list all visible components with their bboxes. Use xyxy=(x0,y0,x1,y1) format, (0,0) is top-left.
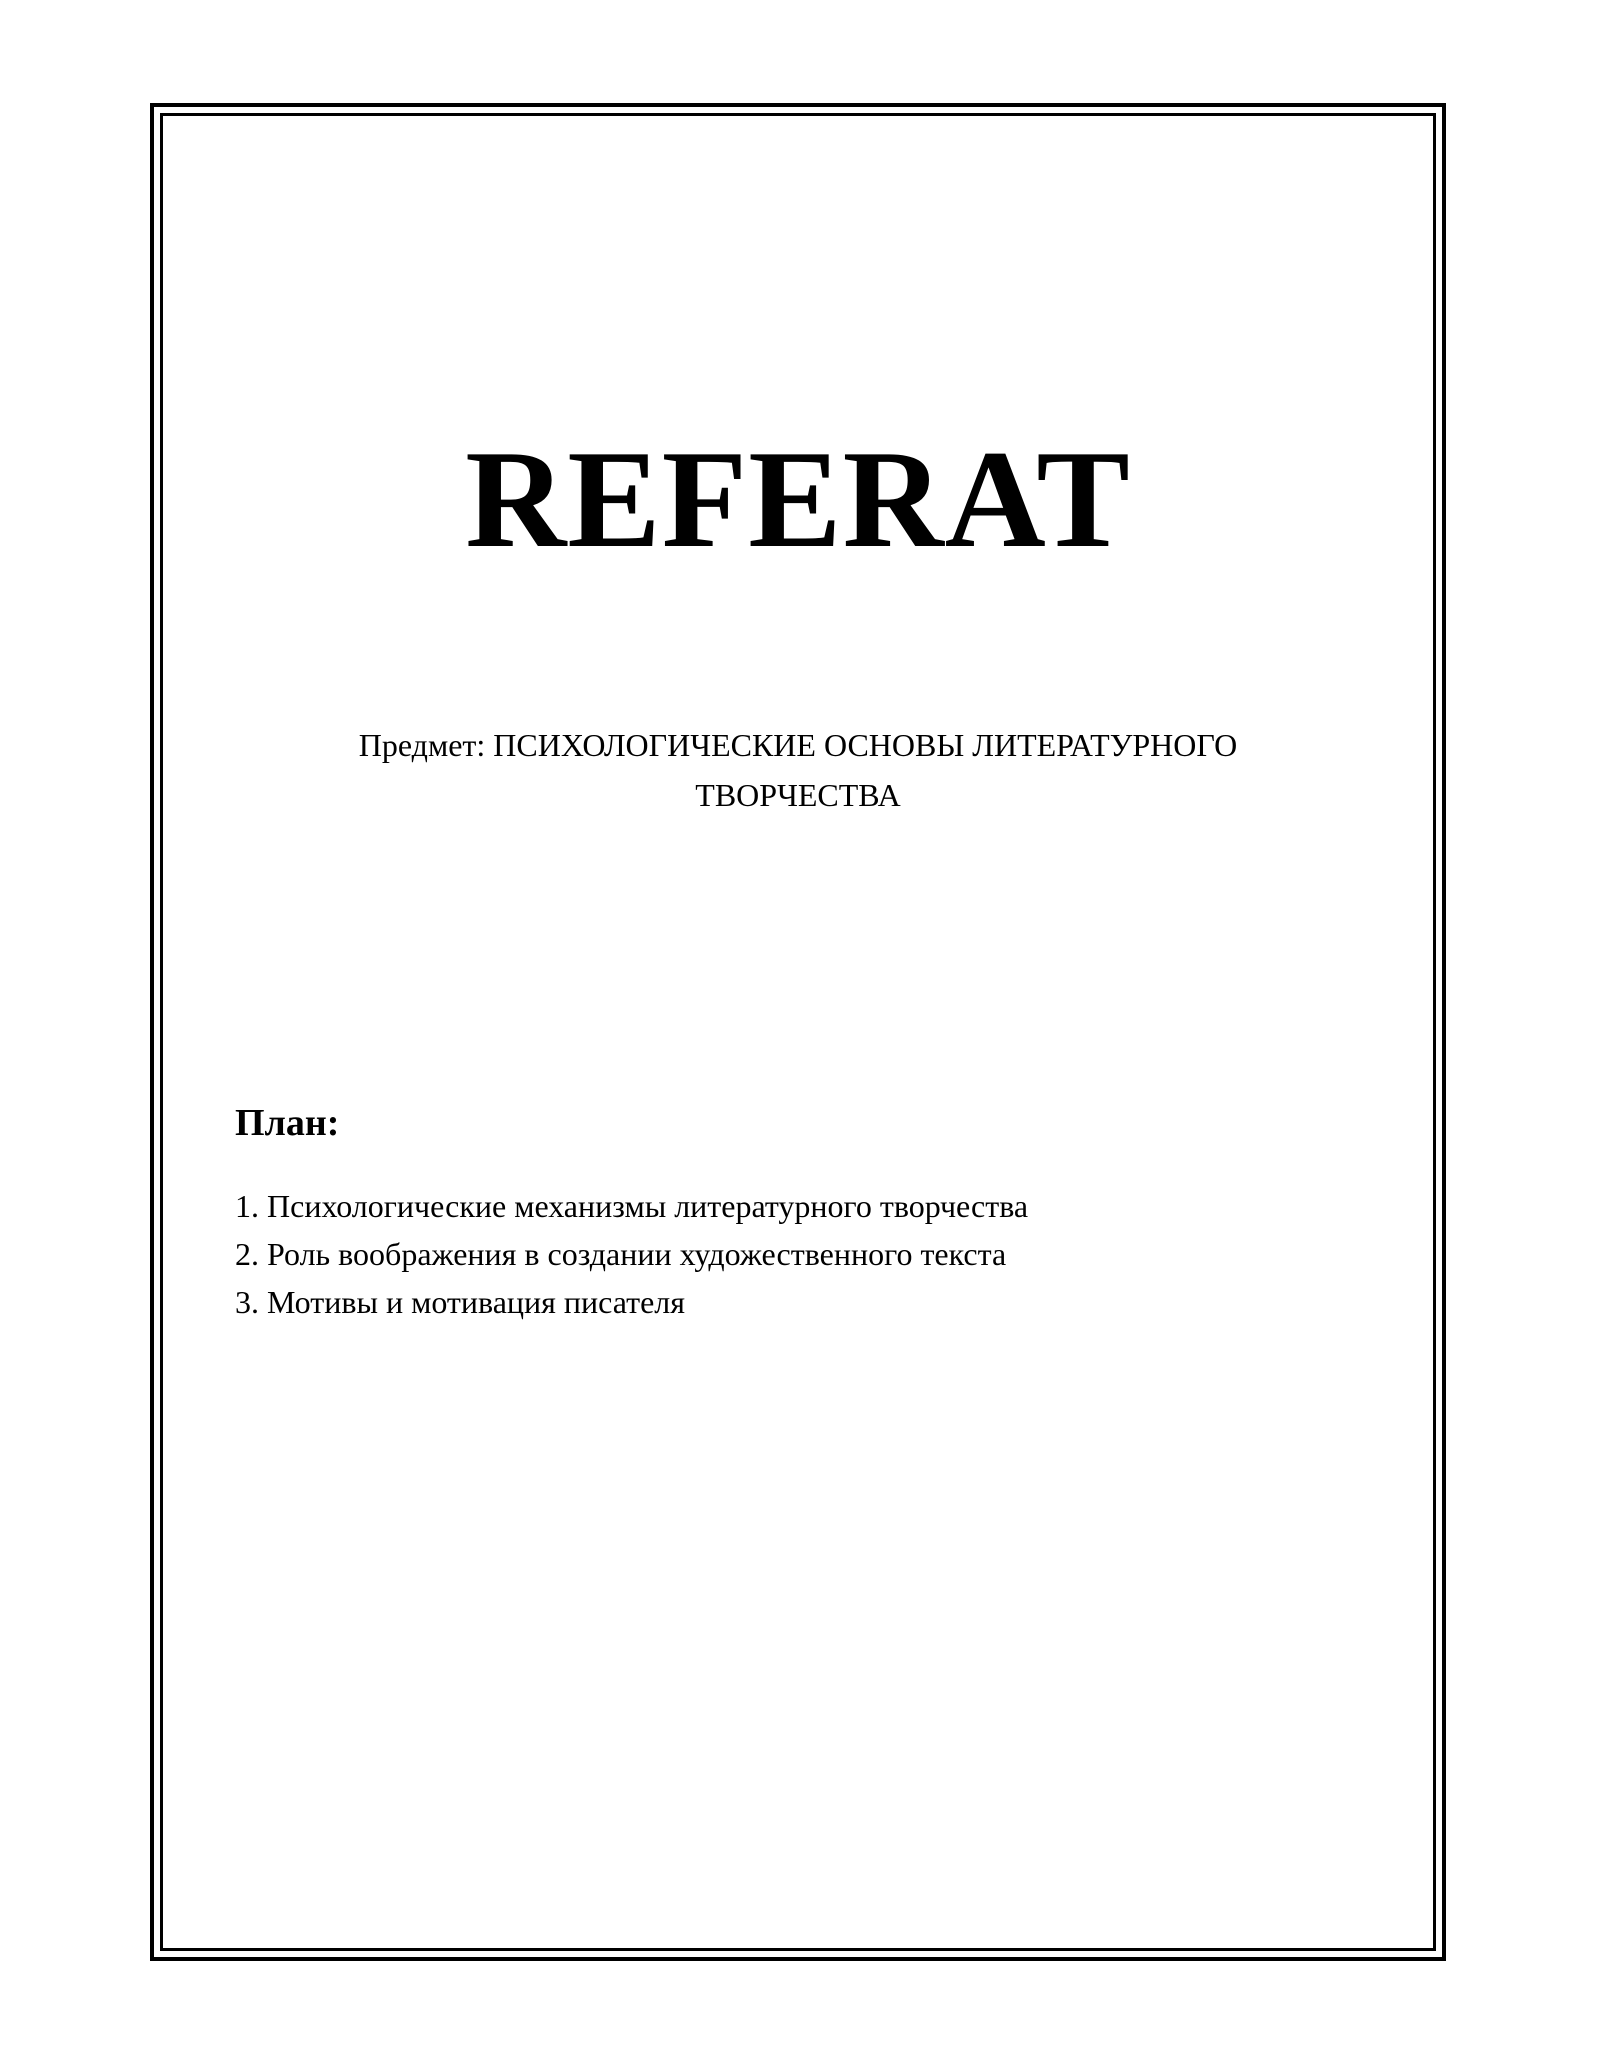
plan-item: 1. Психологические механизмы литературного творчества xyxy=(235,1188,1029,1224)
subject-line-2: ТВОРЧЕСТВА xyxy=(695,777,901,813)
page-border-inner xyxy=(160,113,1436,1951)
plan-list xyxy=(235,1182,1028,1326)
subject-line-1: Предмет: ПСИХОЛОГИЧЕСКИЕ ОСНОВЫ ЛИТЕРАТУРНОГО xyxy=(358,727,1238,763)
document-title: REFERAT xyxy=(465,422,1131,577)
subject-block xyxy=(160,720,1436,820)
plan-item: 2. Роль воображения в создании художественного текста xyxy=(235,1236,1007,1272)
plan-heading: План: xyxy=(235,1102,340,1144)
plan-item: 3. Мотивы и мотивация писателя xyxy=(235,1284,685,1320)
